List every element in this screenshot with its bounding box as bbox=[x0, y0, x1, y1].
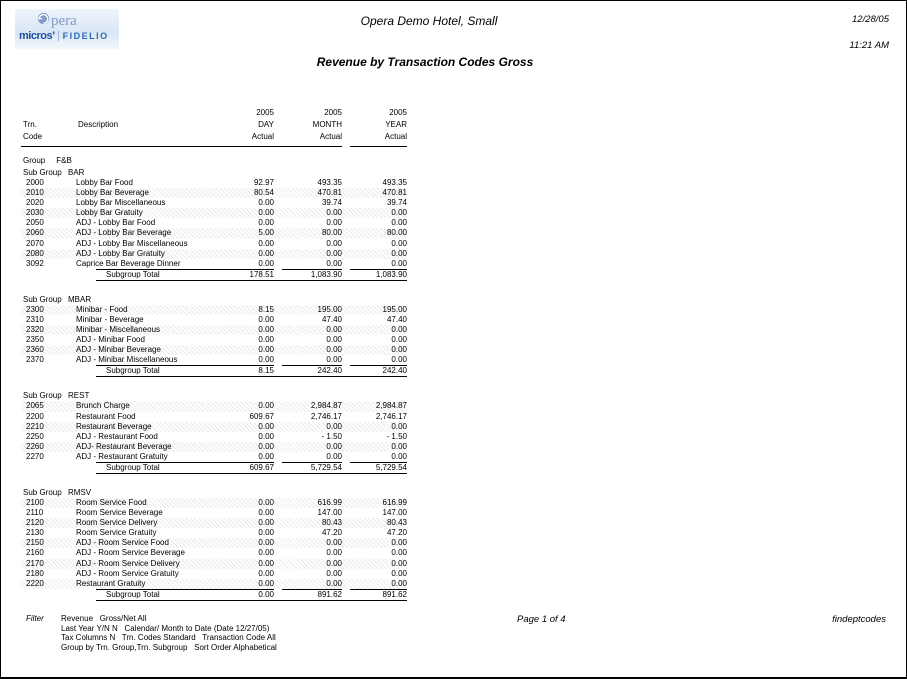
row-year-actual: 0.00 bbox=[391, 558, 407, 568]
filter-lines bbox=[61, 614, 277, 652]
table-body bbox=[21, 167, 407, 601]
total-rule bbox=[282, 365, 342, 366]
row-description: Restaurant Beverage bbox=[76, 421, 152, 431]
subgroup-total-year: 242.40 bbox=[382, 366, 407, 376]
row-year-actual: 0.00 bbox=[391, 578, 407, 588]
row-day-actual: 0.00 bbox=[258, 325, 274, 335]
row-year-actual: 0.00 bbox=[391, 248, 407, 258]
row-trn-code: 2300 bbox=[26, 304, 44, 314]
subgroup-total-day: 8.15 bbox=[258, 366, 274, 376]
row-month-actual: 0.00 bbox=[326, 451, 342, 461]
row-description: Room Service Beverage bbox=[76, 508, 163, 518]
col-header-month: MONTH bbox=[312, 120, 342, 129]
row-description: Lobby Bar Miscellaneous bbox=[76, 198, 166, 208]
total-rule bbox=[96, 600, 407, 601]
row-trn-code: 2200 bbox=[26, 411, 44, 421]
subgroup-section bbox=[21, 294, 407, 378]
row-year-actual: 0.00 bbox=[391, 238, 407, 248]
filter-line: Last Year Y/N N Calendar/ Month to Date (Date 12/27/05) bbox=[61, 623, 270, 633]
row-month-actual: 0.00 bbox=[326, 441, 342, 451]
row-year-actual: 0.00 bbox=[391, 208, 407, 218]
row-day-actual: 0.00 bbox=[258, 345, 274, 355]
row-month-actual: 0.00 bbox=[326, 548, 342, 558]
row-month-actual: 47.20 bbox=[321, 528, 342, 538]
row-day-actual: 0.00 bbox=[258, 314, 274, 324]
table-row bbox=[21, 442, 407, 452]
subgroup-name: REST bbox=[68, 391, 90, 401]
table-row bbox=[21, 528, 407, 538]
row-trn-code: 2210 bbox=[26, 421, 44, 431]
row-year-actual: 2,746.17 bbox=[375, 411, 407, 421]
col-header-year: YEAR bbox=[385, 120, 407, 129]
table-row bbox=[21, 538, 407, 548]
table-row bbox=[21, 218, 407, 228]
row-trn-code: 2050 bbox=[26, 218, 44, 228]
row-trn-code: 2180 bbox=[26, 568, 44, 578]
table-row bbox=[21, 228, 407, 238]
row-trn-code: 2170 bbox=[26, 558, 44, 568]
subgroup-total-year: 891.62 bbox=[382, 589, 407, 599]
row-description: ADJ - Room Service Beverage bbox=[76, 548, 185, 558]
row-description: ADJ - Lobby Bar Gratuity bbox=[76, 248, 165, 258]
fidelio-logo-text: FIDELIO bbox=[58, 31, 109, 41]
total-rule bbox=[350, 589, 407, 590]
row-trn-code: 2110 bbox=[26, 508, 44, 518]
subgroup-total-year: 5,729.54 bbox=[375, 462, 407, 472]
row-description: Restaurant Gratuity bbox=[76, 578, 146, 588]
row-year-actual: 0.00 bbox=[391, 441, 407, 451]
row-trn-code: 2130 bbox=[26, 528, 44, 538]
row-year-actual: 0.00 bbox=[391, 218, 407, 228]
row-day-actual: 0.00 bbox=[258, 208, 274, 218]
filter-label: Filter bbox=[26, 614, 44, 623]
table-row bbox=[21, 239, 407, 249]
row-description: Brunch Charge bbox=[76, 401, 130, 411]
page-number: Page 1 of 4 bbox=[517, 614, 566, 625]
row-month-actual: 0.00 bbox=[326, 558, 342, 568]
table-row bbox=[21, 508, 407, 518]
row-day-actual: 0.00 bbox=[258, 258, 274, 268]
table-row bbox=[21, 422, 407, 432]
row-description: ADJ - Lobby Bar Beverage bbox=[76, 228, 172, 238]
subgroup-total-row bbox=[21, 589, 407, 601]
row-trn-code: 2060 bbox=[26, 228, 44, 238]
row-month-actual: 0.00 bbox=[326, 238, 342, 248]
row-trn-code: 2310 bbox=[26, 314, 44, 324]
total-rule bbox=[96, 269, 274, 270]
row-month-actual: 0.00 bbox=[326, 568, 342, 578]
row-day-actual: 0.00 bbox=[258, 497, 274, 507]
total-rule bbox=[282, 269, 342, 270]
row-day-actual: 0.00 bbox=[258, 248, 274, 258]
row-trn-code: 2000 bbox=[26, 178, 44, 187]
row-description: ADJ - Minibar Food bbox=[76, 335, 145, 345]
subgroup-total-month: 1,083.90 bbox=[310, 269, 342, 279]
row-trn-code: 2080 bbox=[26, 248, 44, 258]
table-row bbox=[21, 569, 407, 579]
table-row bbox=[21, 188, 407, 198]
row-day-actual: 0.00 bbox=[258, 538, 274, 548]
row-month-actual: - 1.50 bbox=[321, 431, 342, 441]
page-title: Revenue by Transaction Codes Gross bbox=[316, 55, 534, 69]
col-header-year-day: 2005 bbox=[256, 108, 274, 117]
row-year-actual: 80.43 bbox=[386, 518, 407, 528]
row-month-actual: 616.99 bbox=[317, 497, 342, 507]
row-year-actual: 47.20 bbox=[386, 528, 407, 538]
subgroup-total-row bbox=[21, 462, 407, 474]
row-day-actual: 0.00 bbox=[258, 528, 274, 538]
table-row bbox=[21, 498, 407, 508]
subgroup-total-day: 0.00 bbox=[258, 589, 274, 599]
row-month-actual: 47.40 bbox=[321, 314, 342, 324]
table-row bbox=[21, 548, 407, 558]
col-header-day: DAY bbox=[258, 120, 274, 129]
row-trn-code: 2220 bbox=[26, 578, 44, 588]
subgroup-section bbox=[21, 487, 407, 601]
row-day-actual: 0.00 bbox=[258, 508, 274, 518]
table-row bbox=[21, 305, 407, 315]
subgroup-total-label: Subgroup Total bbox=[106, 366, 160, 376]
row-trn-code: 2160 bbox=[26, 548, 44, 558]
subgroup-total-label: Subgroup Total bbox=[106, 589, 160, 599]
row-description: Caprice Bar Beverage Dinner bbox=[76, 258, 181, 268]
subgroup-total-row bbox=[21, 269, 407, 281]
total-rule bbox=[96, 376, 407, 377]
col-header-trn: Trn. bbox=[23, 120, 37, 129]
total-rule bbox=[282, 462, 342, 463]
row-description: Lobby Bar Gratuity bbox=[76, 208, 143, 218]
micros-fidelio-logo bbox=[19, 30, 109, 42]
transaction-table bbox=[21, 107, 407, 601]
table-row bbox=[21, 452, 407, 462]
table-row bbox=[21, 345, 407, 355]
row-trn-code: 2120 bbox=[26, 518, 44, 528]
row-month-actual: 0.00 bbox=[326, 538, 342, 548]
row-trn-code: 2150 bbox=[26, 538, 44, 548]
row-description: Lobby Bar Beverage bbox=[76, 188, 149, 198]
row-year-actual: 616.99 bbox=[382, 497, 407, 507]
row-year-actual: 0.00 bbox=[391, 325, 407, 335]
group-label: Group bbox=[23, 156, 46, 165]
table-row bbox=[21, 401, 407, 411]
row-description: ADJ - Lobby Bar Miscellaneous bbox=[76, 238, 188, 248]
row-description: Room Service Food bbox=[76, 497, 147, 507]
row-month-actual: 0.00 bbox=[326, 218, 342, 228]
subgroup-header bbox=[21, 167, 407, 178]
row-month-actual: 39.74 bbox=[321, 198, 342, 208]
col-header-year-month: 2005 bbox=[324, 108, 342, 117]
row-description: ADJ - Minibar Beverage bbox=[76, 345, 161, 355]
subgroup-total-day: 609.67 bbox=[249, 462, 274, 472]
subgroup-total-day: 178.51 bbox=[249, 269, 274, 279]
row-description: Minibar - Miscellaneous bbox=[76, 325, 161, 335]
row-trn-code: 2350 bbox=[26, 335, 44, 345]
subgroup-label-text: Sub Group bbox=[23, 168, 62, 177]
total-rule bbox=[350, 365, 407, 366]
row-day-actual: 0.00 bbox=[258, 568, 274, 578]
group-value: F&B bbox=[56, 156, 72, 165]
row-day-actual: 0.00 bbox=[258, 441, 274, 451]
row-month-actual: 0.00 bbox=[326, 335, 342, 345]
row-year-actual: 80.00 bbox=[386, 228, 407, 238]
row-trn-code: 3092 bbox=[26, 258, 44, 268]
row-month-actual: 80.43 bbox=[321, 518, 342, 528]
row-day-actual: 8.15 bbox=[258, 304, 274, 314]
row-month-actual: 0.00 bbox=[326, 248, 342, 258]
row-day-actual: 0.00 bbox=[258, 578, 274, 588]
row-description: ADJ - Restaurant Food bbox=[76, 431, 158, 441]
row-month-actual: 195.00 bbox=[317, 304, 342, 314]
table-row bbox=[21, 579, 407, 589]
row-year-actual: 0.00 bbox=[391, 345, 407, 355]
row-month-actual: 493.35 bbox=[317, 178, 342, 187]
table-row bbox=[21, 355, 407, 365]
table-row bbox=[21, 198, 407, 208]
subgroup-header bbox=[21, 390, 407, 401]
row-month-actual: 2,746.17 bbox=[310, 411, 342, 421]
subgroup-header bbox=[21, 294, 407, 305]
row-month-actual: 0.00 bbox=[326, 258, 342, 268]
hotel-name: Opera Demo Hotel, Small bbox=[360, 14, 498, 28]
row-day-actual: 0.00 bbox=[258, 558, 274, 568]
row-trn-code: 2360 bbox=[26, 345, 44, 355]
report-time: 11:21 AM bbox=[849, 40, 889, 51]
row-year-actual: 39.74 bbox=[386, 198, 407, 208]
col-header-actual-month: Actual bbox=[319, 132, 342, 141]
col-header-code: Code bbox=[23, 132, 43, 141]
row-day-actual: 0.00 bbox=[258, 451, 274, 461]
row-month-actual: 470.81 bbox=[317, 188, 342, 198]
row-day-actual: 5.00 bbox=[258, 228, 274, 238]
row-description: ADJ - Room Service Food bbox=[76, 538, 169, 548]
row-month-actual: 0.00 bbox=[326, 421, 342, 431]
row-day-actual: 0.00 bbox=[258, 401, 274, 411]
subgroup-total-month: 891.62 bbox=[317, 589, 342, 599]
group-row bbox=[21, 155, 407, 167]
total-rule bbox=[282, 589, 342, 590]
row-description: Restaurant Food bbox=[76, 411, 136, 421]
row-day-actual: 0.00 bbox=[258, 431, 274, 441]
subgroup-label-text: Sub Group bbox=[23, 294, 62, 304]
total-rule bbox=[96, 365, 274, 366]
row-year-actual: 0.00 bbox=[391, 335, 407, 345]
row-day-actual: 0.00 bbox=[258, 355, 274, 365]
row-month-actual: 2,984.87 bbox=[310, 401, 342, 411]
filter-line: Group by Trn. Group,Trn. Subgroup Sort Order Alphabetical bbox=[61, 642, 277, 652]
row-day-actual: 80.54 bbox=[253, 188, 274, 198]
row-description: Lobby Bar Food bbox=[76, 178, 133, 187]
row-year-actual: 0.00 bbox=[391, 548, 407, 558]
col-header-year-year: 2005 bbox=[389, 108, 407, 117]
row-month-actual: 0.00 bbox=[326, 578, 342, 588]
row-year-actual: 0.00 bbox=[391, 568, 407, 578]
report-code: findeptcodes bbox=[832, 614, 886, 625]
subgroup-total-row bbox=[21, 365, 407, 377]
row-trn-code: 2030 bbox=[26, 208, 44, 218]
row-day-actual: 0.00 bbox=[258, 198, 274, 208]
subgroup-total-label: Subgroup Total bbox=[106, 462, 160, 472]
row-description: Room Service Gratuity bbox=[76, 528, 157, 538]
subgroup-name: BAR bbox=[68, 168, 85, 177]
row-trn-code: 2260 bbox=[26, 441, 44, 451]
row-description: ADJ - Room Service Gratuity bbox=[76, 568, 179, 578]
subgroup-total-label: Subgroup Total bbox=[106, 269, 160, 279]
table-row bbox=[21, 559, 407, 569]
table-row bbox=[21, 259, 407, 269]
subgroup-label-text: Sub Group bbox=[23, 391, 62, 401]
subgroup-name: RMSV bbox=[68, 487, 92, 497]
subgroup-total-year: 1,083.90 bbox=[375, 269, 407, 279]
row-trn-code: 2270 bbox=[26, 451, 44, 461]
total-rule bbox=[96, 280, 407, 281]
row-description: Minibar - Beverage bbox=[76, 314, 144, 324]
row-year-actual: 147.00 bbox=[382, 508, 407, 518]
row-day-actual: 609.67 bbox=[249, 411, 274, 421]
table-row bbox=[21, 249, 407, 259]
table-header-row-actual bbox=[21, 131, 407, 143]
table-row bbox=[21, 518, 407, 528]
row-day-actual: 0.00 bbox=[258, 238, 274, 248]
row-day-actual: 0.00 bbox=[258, 218, 274, 228]
filter-line: Tax Columns N Trn. Codes Standard Transaction Code All bbox=[61, 633, 276, 643]
row-year-actual: 0.00 bbox=[391, 355, 407, 365]
row-trn-code: 2250 bbox=[26, 431, 44, 441]
table-row bbox=[21, 315, 407, 325]
opera-logo-text: pera bbox=[51, 12, 77, 29]
row-description: ADJ - Restaurant Gratuity bbox=[76, 451, 168, 461]
row-year-actual: 493.35 bbox=[382, 178, 407, 187]
row-description: Minibar - Food bbox=[76, 304, 128, 314]
total-rule bbox=[350, 269, 407, 270]
row-year-actual: 0.00 bbox=[391, 421, 407, 431]
row-trn-code: 2100 bbox=[26, 497, 44, 507]
subgroup-section bbox=[21, 167, 407, 281]
row-month-actual: 147.00 bbox=[317, 508, 342, 518]
row-month-actual: 80.00 bbox=[321, 228, 342, 238]
row-trn-code: 2065 bbox=[26, 401, 44, 411]
row-year-actual: 195.00 bbox=[382, 304, 407, 314]
row-description: ADJ- Restaurant Beverage bbox=[76, 441, 172, 451]
total-rule bbox=[350, 462, 407, 463]
header-rule bbox=[21, 146, 407, 147]
row-day-actual: 0.00 bbox=[258, 421, 274, 431]
row-trn-code: 2010 bbox=[26, 188, 44, 198]
row-year-actual: - 1.50 bbox=[386, 431, 407, 441]
total-rule bbox=[96, 462, 274, 463]
col-header-actual-day: Actual bbox=[251, 132, 274, 141]
row-year-actual: 0.00 bbox=[391, 451, 407, 461]
row-description: ADJ - Lobby Bar Food bbox=[76, 218, 156, 228]
row-description: Room Service Delivery bbox=[76, 518, 158, 528]
table-row bbox=[21, 335, 407, 345]
table-header-row-year bbox=[21, 107, 407, 119]
row-day-actual: 92.97 bbox=[253, 178, 274, 187]
table-row bbox=[21, 325, 407, 335]
row-day-actual: 0.00 bbox=[258, 548, 274, 558]
report-date: 12/28/05 bbox=[852, 14, 889, 25]
row-year-actual: 0.00 bbox=[391, 538, 407, 548]
subgroup-header bbox=[21, 487, 407, 498]
filter-line: Revenue Gross/Net All bbox=[61, 614, 147, 623]
table-row bbox=[21, 412, 407, 422]
row-day-actual: 0.00 bbox=[258, 335, 274, 345]
subgroup-total-month: 5,729.54 bbox=[310, 462, 342, 472]
subgroup-name: MBAR bbox=[68, 294, 92, 304]
table-row bbox=[21, 178, 407, 188]
row-day-actual: 0.00 bbox=[258, 518, 274, 528]
col-header-description: Description bbox=[78, 120, 119, 129]
total-rule bbox=[96, 589, 274, 590]
subgroup-total-month: 242.40 bbox=[317, 366, 342, 376]
row-year-actual: 470.81 bbox=[382, 188, 407, 198]
col-header-actual-year: Actual bbox=[384, 132, 407, 141]
row-description: ADJ - Minibar Miscellaneous bbox=[76, 355, 178, 365]
row-month-actual: 0.00 bbox=[326, 208, 342, 218]
row-trn-code: 2370 bbox=[26, 355, 44, 365]
subgroup-section bbox=[21, 390, 407, 474]
row-year-actual: 2,984.87 bbox=[375, 401, 407, 411]
micros-logo-text: micros’ bbox=[19, 30, 55, 42]
row-description: ADJ - Room Service Delivery bbox=[76, 558, 180, 568]
row-trn-code: 2320 bbox=[26, 325, 44, 335]
row-month-actual: 0.00 bbox=[326, 345, 342, 355]
row-trn-code: 2020 bbox=[26, 198, 44, 208]
row-trn-code: 2070 bbox=[26, 238, 44, 248]
row-year-actual: 47.40 bbox=[386, 314, 407, 324]
row-month-actual: 0.00 bbox=[326, 325, 342, 335]
row-month-actual: 0.00 bbox=[326, 355, 342, 365]
table-row bbox=[21, 432, 407, 442]
subgroup-label-text: Sub Group bbox=[23, 487, 62, 497]
total-rule bbox=[96, 473, 407, 474]
table-row bbox=[21, 208, 407, 218]
table-header-row-main bbox=[21, 119, 407, 131]
row-year-actual: 0.00 bbox=[391, 258, 407, 268]
